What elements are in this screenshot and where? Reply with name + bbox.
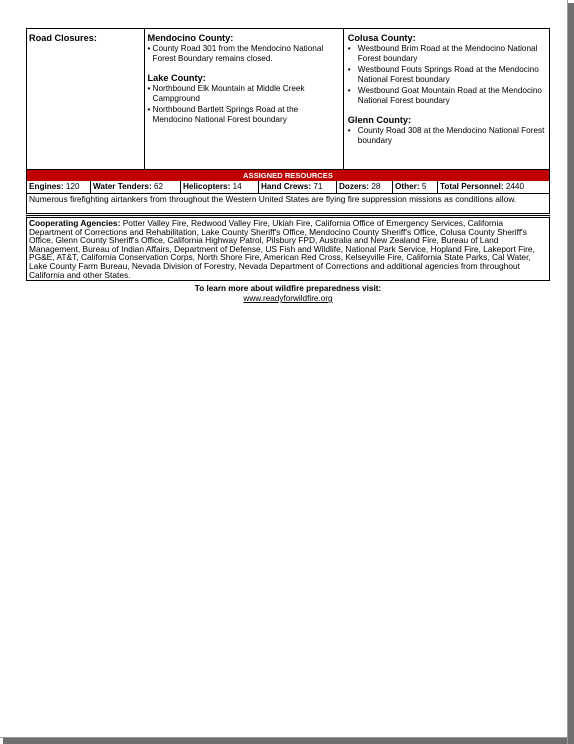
closure-item: • Westbound Fouts Springs Road at the Mendocino National Forest boundary (348, 65, 545, 85)
closure-list-colusa (348, 44, 545, 106)
road-closures-label: Road Closures: (27, 29, 145, 169)
resource-water-tenders (91, 181, 181, 193)
closure-list-lake (148, 84, 340, 125)
resource-label: Dozers: (339, 182, 370, 191)
resource-engines (27, 181, 91, 193)
resource-value: 71 (313, 182, 323, 191)
county-title-glenn: Glenn County: (347, 115, 412, 125)
cooperating-agencies (26, 215, 550, 281)
closure-item: • Northbound Bartlett Springs Road at the Mendocino National Forest boundary (148, 105, 340, 125)
page-edge (0, 737, 568, 738)
page-edge (567, 0, 568, 744)
closure-item: • County Road 301 from the Mendocino National Forest Boundary remains closed. (148, 44, 340, 64)
resource-label: Helicopters: (183, 182, 231, 191)
cooperating-agencies-text: Potter Valley Fire, Redwood Valley Fire, Ukiah Fire, California Office of Emergency Services, California Department of Corrections and Rehabilitation, Lake County Sheriff's Office, Mendocino County Sheriff's Office, Colusa County Sheriff's Office, Glenn County Sheriff's Office, California Highway Patrol, Pilsbury FPD, Australia and New Zealand Fire, Bureau of Land Management, Bureau of Indian Affairs, Department of Defense, US Fish and Wildlife, National Park Service, Hopland Fire, Lakeport Fire, PG&E, AT&T, California Conservation Corps, North Shore Fire, American Red Cross, Kelseyville Fire, California State Parks, Cal Water, Lake County Farm Bureau, Nevada Division of Forestry, Nevada Department of Corrections and additional agencies from throughout California and other States. (29, 218, 535, 280)
airtankers-note: Numerous firefighting airtankers from throughout the Western United States are flying fire suppression missions as conditions allow. (26, 194, 550, 214)
resource-hand-crews (259, 181, 337, 193)
closure-list-mendocino (148, 44, 340, 64)
cooperating-agencies-label: Cooperating Agencies: (29, 218, 121, 228)
closure-item: • County Road 308 at the Mendocino National Forest boundary (348, 126, 545, 146)
resource-total-personnel (438, 181, 549, 193)
county-title-mendocino: Mendocino County: (147, 33, 234, 43)
resource-value: 62 (153, 182, 164, 191)
resource-helicopters (181, 181, 259, 193)
resource-other (393, 181, 438, 193)
road-closures-column-left (145, 29, 344, 169)
closure-list-glenn (348, 126, 545, 146)
closure-item: • Westbound Goat Mountain Road at the Mendocino National Forest boundary (348, 86, 545, 106)
assigned-resources-header: ASSIGNED RESOURCES (26, 170, 550, 181)
resource-label: Total Personnel: (440, 182, 504, 191)
page-shadow (568, 3, 574, 744)
road-closures-column-right (344, 29, 549, 169)
county-title-lake: Lake County: (147, 73, 206, 83)
resource-value: 28 (371, 182, 381, 191)
county-title-colusa: Colusa County: (347, 33, 416, 43)
closure-item: • Northbound Elk Mountain at Middle Creek Campground (148, 84, 340, 104)
resource-dozers (337, 181, 393, 193)
page-shadow (3, 738, 574, 744)
incident-document (26, 28, 550, 304)
resource-label: Other: (395, 182, 420, 191)
resource-value: 120 (65, 182, 80, 191)
resource-label: Hand Crews: (261, 182, 312, 191)
resource-value: 2440 (505, 182, 525, 191)
assigned-resources-row (26, 181, 550, 194)
resource-label: Water Tenders: (93, 182, 152, 191)
footer (26, 284, 550, 304)
resource-value: 5 (421, 182, 427, 191)
closure-item: • Westbound Brim Road at the Mendocino National Forest boundary (348, 44, 545, 64)
road-closures-table (26, 28, 550, 170)
resource-value: 14 (232, 182, 242, 191)
footer-lead: To learn more about wildfire preparedness visit: (194, 284, 382, 294)
readyforwildfire-link[interactable]: www.readyforwildfire.org (243, 294, 333, 304)
resource-label: Engines: (29, 182, 64, 191)
